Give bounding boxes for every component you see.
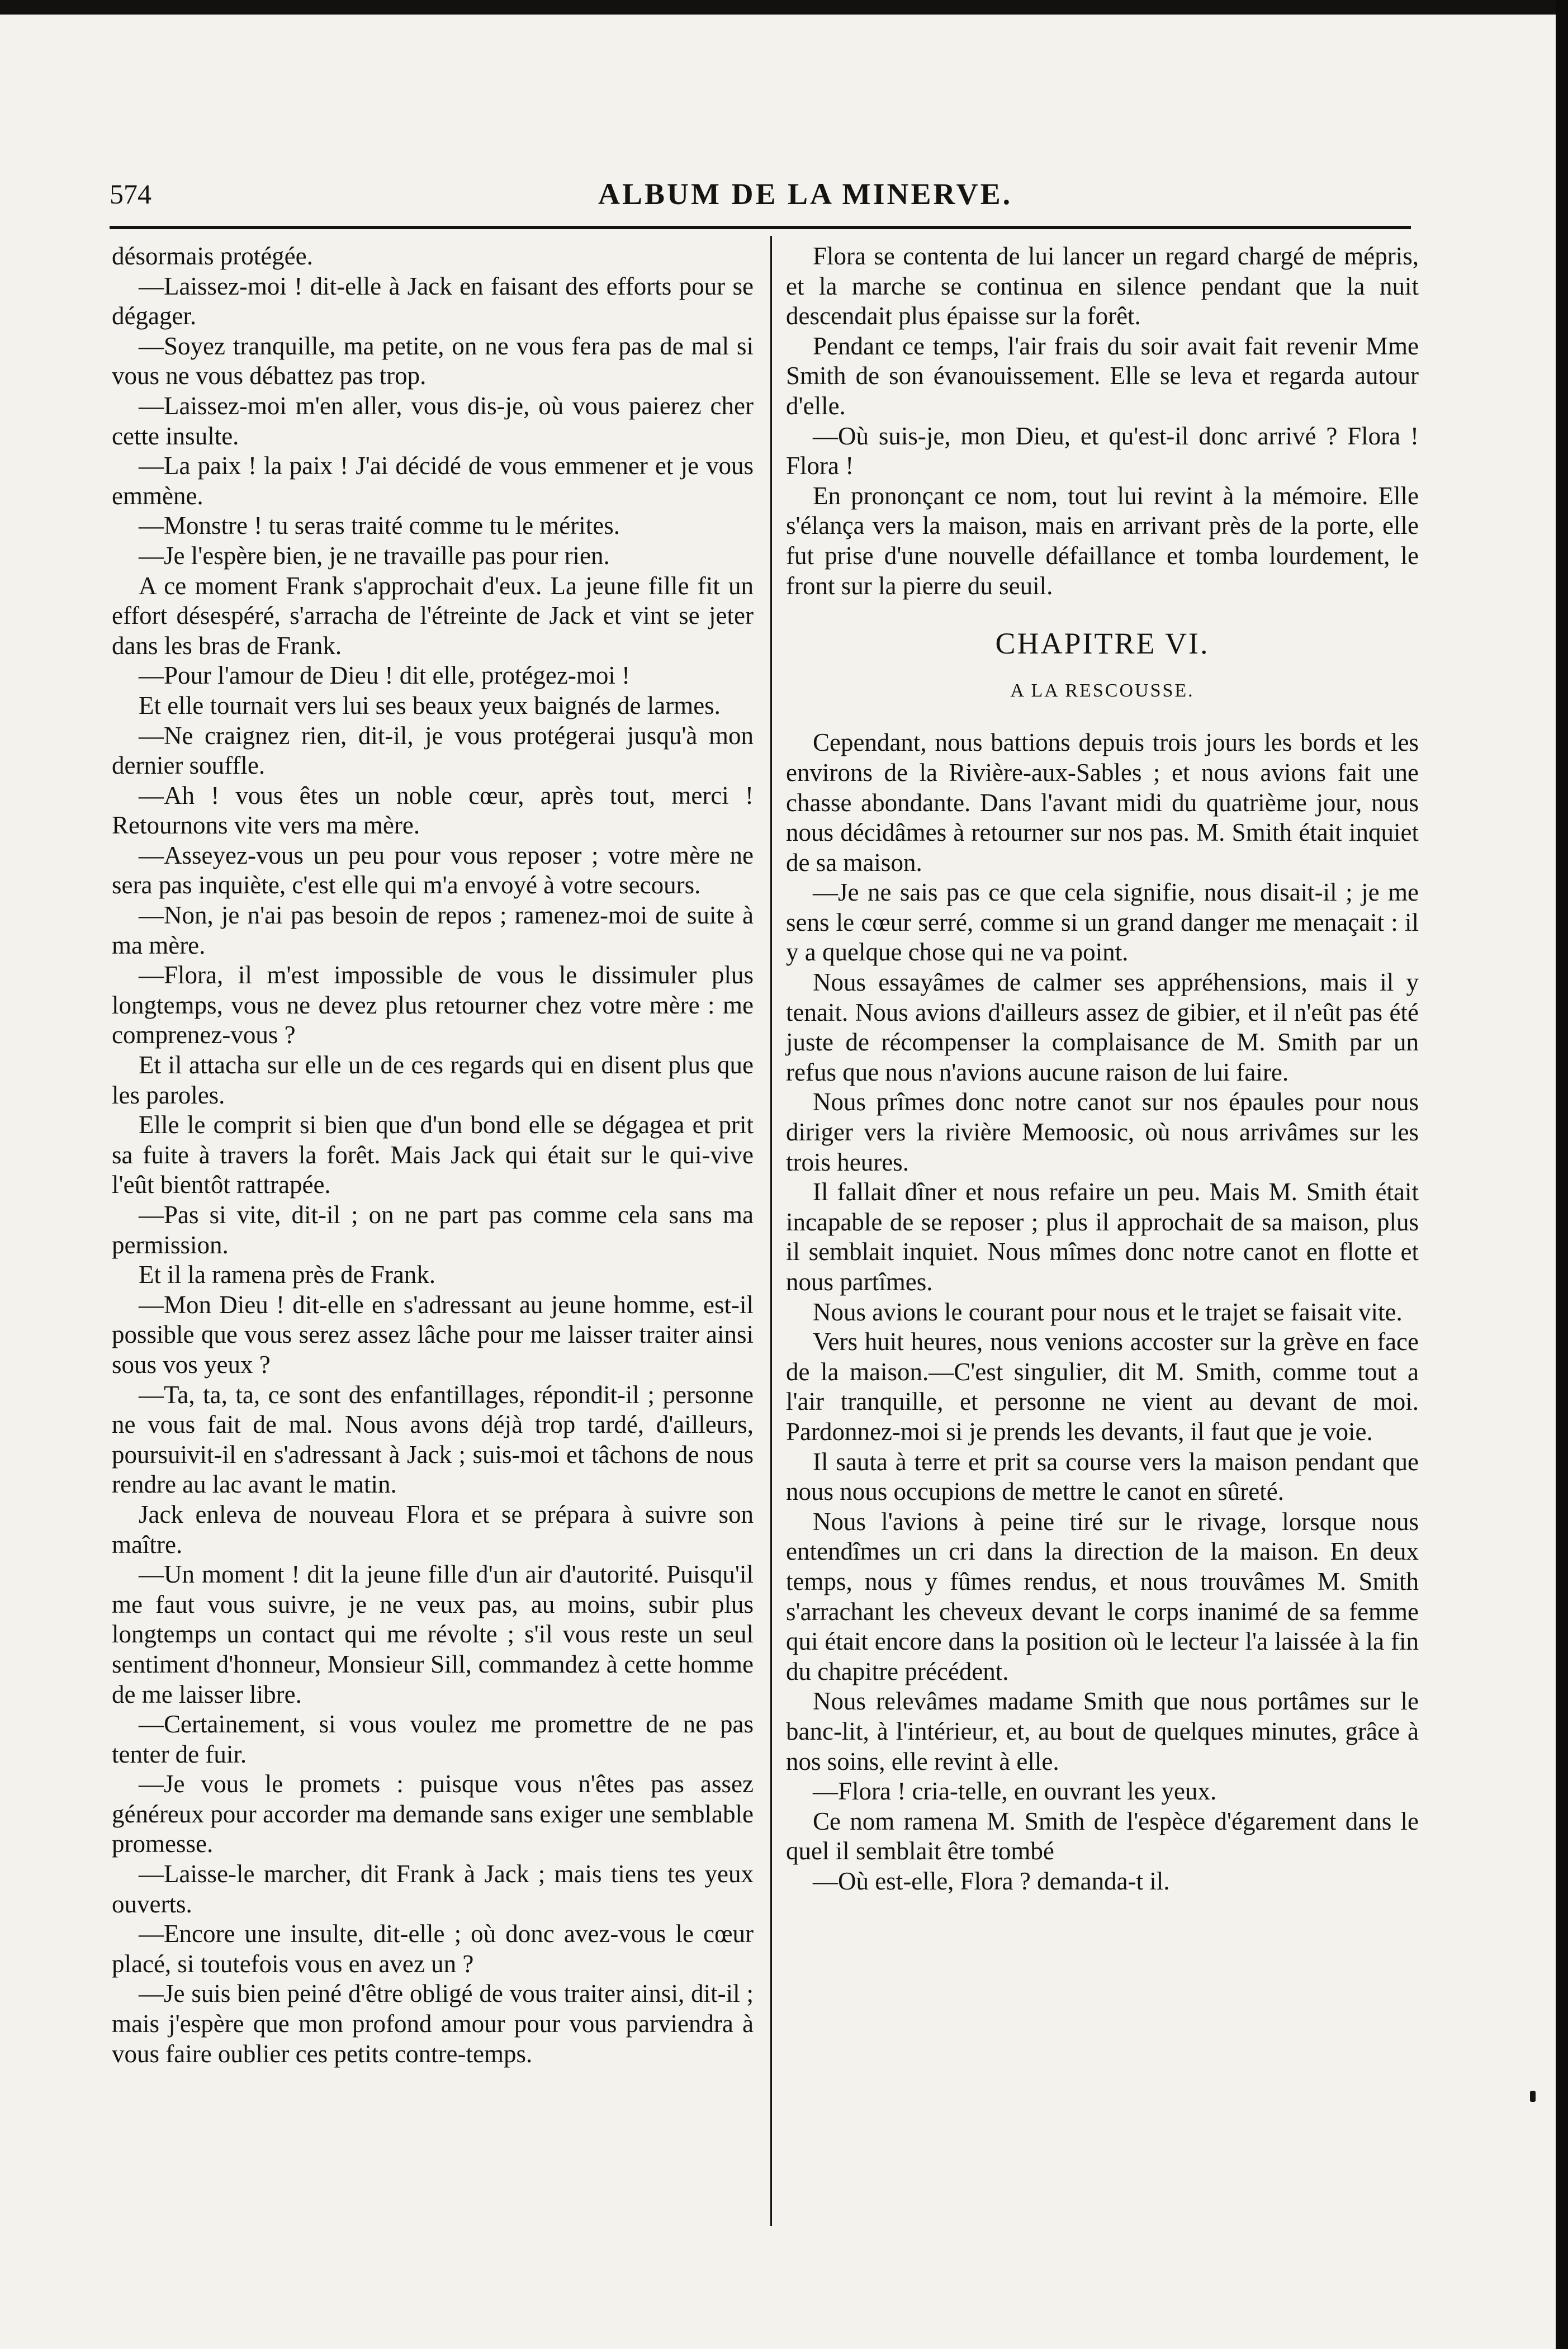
paragraph: —Où est-elle, Flora ? demanda-t il.	[813, 1867, 1170, 1895]
paragraph: Et il la ramena près de Frank.	[139, 1261, 436, 1289]
left-column	[112, 241, 754, 2069]
paragraph: —Ah ! vous êtes un noble cœur, après tout, merci ! Retournons vite vers ma mère.	[112, 781, 754, 840]
paragraph: Jack enleva de nouveau Flora et se prépara à suivre son maître.	[112, 1500, 754, 1559]
paragraph: —Ne craignez rien, dit-il, je vous protégerai jusqu'à mon dernier souffle.	[112, 721, 754, 780]
paragraph: —Laisse-le marcher, dit Frank à Jack ; mais tiens tes yeux ouverts.	[112, 1860, 754, 1918]
paragraph: —Flora, il m'est impossible de vous le dissimuler plus longtemps, vous ne devez plus retourner chez votre mère : me comprenez-vous ?	[112, 961, 754, 1049]
paragraph: —Flora ! cria-telle, en ouvrant les yeux.	[813, 1777, 1217, 1806]
paragraph: Nous essayâmes de calmer ses appréhensions, mais il y tenait. Nous avions d'ailleurs assez de gibier, et il n'eût pas été juste de récompenser la complaisance de M. Smith par un refus que nous n'avions aucune raison de lui faire.	[786, 968, 1419, 1086]
paragraph: Elle le comprit si bien que d'un bond elle se dégagea et prit sa fuite à travers la forêt. Mais Jack qui était sur le qui-vive l'eût bientôt rattrapée.	[112, 1111, 754, 1199]
page-right-edge	[1556, 0, 1568, 2349]
paragraph: —Certainement, si vous voulez me promettre de ne pas tenter de fuir.	[112, 1710, 754, 1768]
paragraph: —Asseyez-vous un peu pour vous reposer ; votre mère ne sera pas inquiète, c'est elle qui m'a envoyé à votre secours.	[112, 841, 754, 899]
paragraph: Nous l'avions à peine tiré sur le rivage, lorsque nous entendîmes un cri dans la direction de la maison. En deux temps, nous y fûmes rendus, et nous trouvâmes M. Smith s'arrachant les cheveux devant le corps inanimé de sa femme qui était encore dans la position où le lecteur l'a laissée à la fin du chapitre précédent.	[786, 1507, 1419, 1685]
paragraph: Nous prîmes donc notre canot sur nos épaules pour nous diriger vers la rivière Memoosic, où nous arrivâmes sur les trois heures.	[786, 1088, 1419, 1176]
paragraph: —Non, je n'ai pas besoin de repos ; ramenez-moi de suite à ma mère.	[112, 901, 754, 959]
page-top-edge	[0, 0, 1568, 15]
paragraph: Nous avions le courant pour nous et le trajet se faisait vite.	[813, 1297, 1403, 1326]
paragraph: —Je vous le promets : puisque vous n'êtes pas assez généreux pour accorder ma demande sans exiger une semblable promesse.	[112, 1770, 754, 1858]
paragraph: Et il attacha sur elle un de ces regards qui en disent plus que les paroles.	[112, 1051, 754, 1109]
paragraph: Flora se contenta de lui lancer un regard chargé de mépris, et la marche se continua en silence pendant que la nuit descendait plus épaisse sur la forêt.	[786, 242, 1419, 330]
paragraph: Il fallait dîner et nous refaire un peu. Mais M. Smith était incapable de se reposer ; plus il approchait de sa maison, plus il semblait inquiet. Nous mîmes donc notre canot en flotte et nous partîmes.	[786, 1178, 1419, 1296]
paragraph: —Je suis bien peiné d'être obligé de vous traiter ainsi, dit-il ; mais j'espère que mon profond amour pour vous parviendra à vous faire oublier ces petits contre-temps.	[112, 1979, 754, 2068]
running-head: ALBUM DE LA MINERVE.	[598, 177, 1013, 211]
header-rule	[110, 226, 1411, 229]
right-column	[786, 241, 1419, 1896]
paragraph: Ce nom ramena M. Smith de l'espèce d'égarement dans le quel il semblait être tombé	[786, 1807, 1419, 1865]
paragraph: —Un moment ! dit la jeune fille d'un air d'autorité. Puisqu'il me faut vous suivre, je ne veux pas, au moins, subir plus longtemps un contact qui me révolte ; s'il vous reste un seul sentiment d'honneur, Monsieur Sill, commandez à cette homme de me laisser libre.	[112, 1560, 754, 1708]
paragraph: Cependant, nous battions depuis trois jours les bords et les environs de la Rivière-aux-Sables ; et nous avions fait une chasse abondante. Dans l'avant midi du quatrième jour, nous nous décidâmes à retourner sur nos pas. M. Smith était inquiet de sa maison.	[786, 728, 1419, 877]
paragraph: —Mon Dieu ! dit-elle en s'adressant au jeune homme, est-il possible que vous serez assez lâche pour me laisser traiter ainsi sous vos yeux ?	[112, 1290, 754, 1379]
paragraph: —Pas si vite, dit-il ; on ne part pas comme cela sans ma permission.	[112, 1201, 754, 1259]
paragraph: —Encore une insulte, dit-elle ; où donc avez-vous le cœur placé, si toutefois vous en avez un ?	[112, 1920, 754, 1978]
paragraph: Pendant ce temps, l'air frais du soir avait fait revenir Mme Smith de son évanouissement. Elle se leva et regarda autour d'elle.	[786, 331, 1419, 420]
paragraph: —Laissez-moi ! dit-elle à Jack en faisant des efforts pour se dégager.	[112, 272, 754, 330]
column-divider	[770, 236, 772, 2226]
paragraph: —Monstre ! tu seras traité comme tu le mérites.	[139, 512, 620, 540]
paragraph: En prononçant ce nom, tout lui revint à la mémoire. Elle s'élança vers la maison, mais en arrivant près de la porte, elle fut prise d'une nouvelle défaillance et tomba lourdement, le front sur la pierre du seuil.	[786, 481, 1419, 600]
page-number: 574	[110, 178, 151, 210]
margin-mark	[1530, 2091, 1536, 2102]
paragraph: Et elle tournait vers lui ses beaux yeux baignés de larmes.	[139, 691, 721, 719]
paragraph: —Où suis-je, mon Dieu, et qu'est-il donc arrivé ? Flora ! Flora !	[786, 422, 1419, 480]
paragraph: Nous relevâmes madame Smith que nous portâmes sur le banc-lit, à l'intérieur, et, au bout de quelques minutes, grâce à nos soins, elle revint à elle.	[786, 1687, 1419, 1775]
paragraph: A ce moment Frank s'approchait d'eux. La jeune fille fit un effort désespéré, s'arracha de l'étreinte de Jack et vint se jeter dans les bras de Frank.	[112, 571, 754, 660]
paragraph: Il sauta à terre et prit sa course vers la maison pendant que nous nous occupions de mettre le canot en sûreté.	[786, 1447, 1419, 1506]
paragraph: —Soyez tranquille, ma petite, on ne vous fera pas de mal si vous ne vous débattez pas trop.	[112, 331, 754, 390]
paragraph: —Je l'espère bien, je ne travaille pas pour rien.	[139, 541, 610, 570]
paragraph: —La paix ! la paix ! J'ai décidé de vous emmener et je vous emmène.	[112, 452, 754, 510]
paragraph: —Ta, ta, ta, ce sont des enfantillages, répondit-il ; personne ne vous fait de mal. Nous avons déjà trop tardé, d'ailleurs, poursuivit-il en s'adressant à Jack ; suis-moi et tâchons de nous rendre au lac avant le matin.	[112, 1380, 754, 1499]
chapter-subtitle: A LA RESCOUSSE.	[1010, 680, 1195, 701]
paragraph: Vers huit heures, nous venions accoster sur la grève en face de la maison.—C'est singulier, dit M. Smith, comme tout a l'air tranquille, et personne ne vient au devant de moi. Pardonnez-moi si je prends les devants, il faut que je voie.	[786, 1328, 1419, 1446]
paragraph: —Pour l'amour de Dieu ! dit elle, protégez-moi !	[139, 661, 631, 690]
paragraph: —Laissez-moi m'en aller, vous dis-je, où vous paierez cher cette insulte.	[112, 391, 754, 450]
chapter-title: CHAPITRE VI.	[995, 627, 1210, 661]
paragraph: —Je ne sais pas ce que cela signifie, nous disait-il ; je me sens le cœur serré, comme si un grand danger me menaçait : il y a quelque chose qui ne va point.	[786, 878, 1419, 967]
paragraph: désormais protégée.	[112, 242, 313, 270]
